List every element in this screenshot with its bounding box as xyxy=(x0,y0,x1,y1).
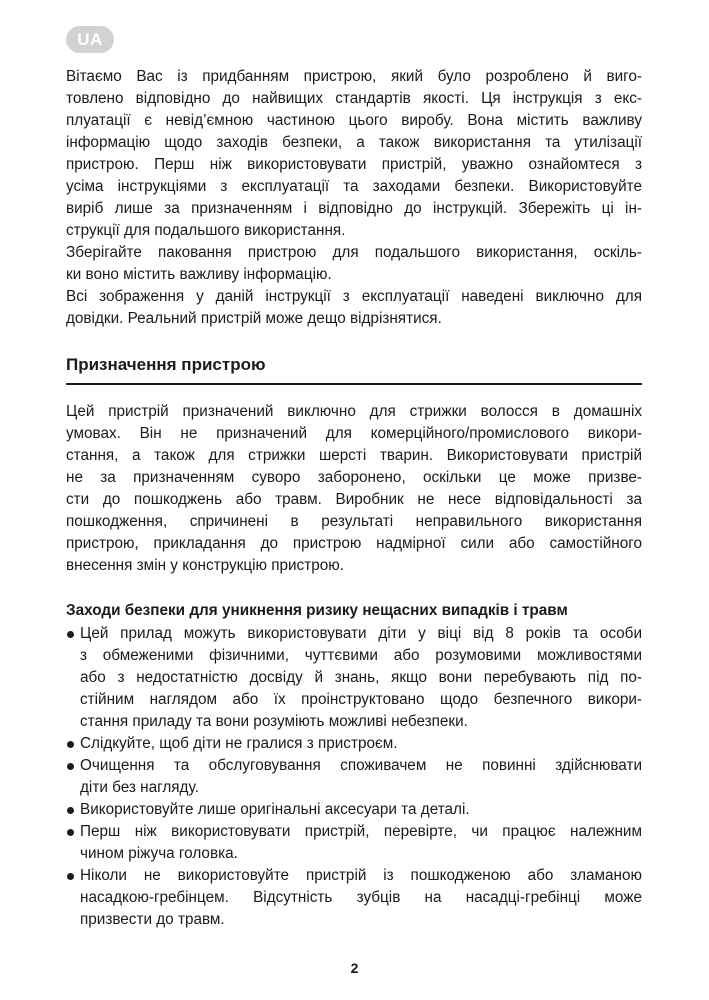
list-item xyxy=(66,799,642,821)
bullet-line: Очищення та обслуговування споживачем не повинні здійснювати xyxy=(80,757,642,774)
bullet-line: чином ріжуча головка. xyxy=(80,845,238,862)
intro-line: товлено відповідно до найвищих стандартів якості. Ця інструкція з екс- xyxy=(66,90,642,107)
purpose-line: пристрою, прикладання до пристрою надмірної сили або самостійного xyxy=(66,535,642,552)
bullet-line: діти без нагляду. xyxy=(80,779,199,796)
list-item xyxy=(66,733,642,755)
bullet-icon xyxy=(67,763,74,770)
bullet-line: Слідкуйте, щоб діти не гралися з пристроєм. xyxy=(80,735,398,752)
purpose-line: Цей пристрій призначений виключно для стрижки волосся в домашніх xyxy=(66,403,642,420)
bullet-line: стання приладу та вони розуміють можливі небезпеки. xyxy=(80,713,468,730)
purpose-line: сти до пошкоджень або травм. Виробник не несе відповідальності за xyxy=(66,491,642,508)
intro-line: Зберігайте паковання пристрою для подальшого використання, оскіль- xyxy=(66,244,642,261)
intro-paragraph xyxy=(66,66,642,330)
bullet-line: Ніколи не використовуйте пристрій із пошкодженою або зламаною xyxy=(80,867,642,884)
purpose-line: не за призначенням суворо заборонено, оскільки це може призве- xyxy=(66,469,642,486)
section-divider xyxy=(66,383,642,385)
intro-line: ки воно містить важливу інформацію. xyxy=(66,266,332,283)
bullet-line: Цей прилад можуть використовувати діти у віці від 8 років та особи xyxy=(80,625,642,642)
bullet-icon xyxy=(67,829,74,836)
intro-line: плуатації є невід’ємною частиною цього виробу. Вона містить важливу xyxy=(66,112,642,129)
bullet-line: насадкою-гребінцем. Відсутність зубців на насадці-гребінці може xyxy=(80,889,642,906)
intro-line: Вітаємо Вас із придбанням пристрою, який було розроблено й виго- xyxy=(66,68,642,85)
bullet-icon xyxy=(67,873,74,880)
purpose-line: внесення змін у конструкцію пристрою. xyxy=(66,557,344,574)
list-item xyxy=(66,865,642,931)
list-item xyxy=(66,821,642,865)
list-item xyxy=(66,755,642,799)
intro-line: виріб лише за призначенням і відповідно до інструкцій. Збережіть ці ін- xyxy=(66,200,642,217)
bullet-line: Перш ніж використовувати пристрій, перевірте, чи працює належним xyxy=(80,823,642,840)
purpose-line: пошкодження, спричинені в результаті неправильного використання xyxy=(66,513,642,530)
bullet-icon xyxy=(67,807,74,814)
intro-line: струкції для подальшого використання. xyxy=(66,222,346,239)
purpose-line: умовах. Він не призначений для комерційного/промислового викори- xyxy=(66,425,642,442)
bullet-line: або з недостатністю досвіду й знань, якщо вони перебувають під по- xyxy=(80,669,642,686)
purpose-paragraph xyxy=(66,401,642,577)
language-badge: UA xyxy=(66,26,114,53)
intro-line: довідки. Реальний пристрій може дещо відрізнятися. xyxy=(66,310,442,327)
subsection-title-safety: Заходи безпеки для уникнення ризику нещасних випадків і травм xyxy=(66,602,568,619)
bullet-icon xyxy=(67,741,74,748)
page-number: 2 xyxy=(350,960,359,976)
bullet-icon xyxy=(67,631,74,638)
safety-bullet-list xyxy=(66,623,642,931)
bullet-line: стійним наглядом або їх проінструктовано щодо безпечного викори- xyxy=(80,691,642,708)
purpose-line: стання, а також для стрижки шерсті тварин. Використовувати пристрій xyxy=(66,447,642,464)
bullet-line: Використовуйте лише оригінальні аксесуари та деталі. xyxy=(80,801,470,818)
intro-line: Всі зображення у даній інструкції з експлуатації наведені виключно для xyxy=(66,288,642,305)
intro-line: пристрою. Перш ніж використовувати пристрій, уважно ознайомтеся з xyxy=(66,156,642,173)
bullet-line: з обмеженими фізичними, чуттєвими або розумовими можливостями xyxy=(80,647,642,664)
section-title-purpose: Призначення пристрою xyxy=(66,355,266,374)
intro-line: інформацію щодо заходів безпеки, а також використання та утилізації xyxy=(66,134,642,151)
bullet-line: призвести до травм. xyxy=(80,911,225,928)
list-item xyxy=(66,623,642,733)
intro-line: усіма інструкціями з експлуатації та заходами безпеки. Використовуйте xyxy=(66,178,642,195)
